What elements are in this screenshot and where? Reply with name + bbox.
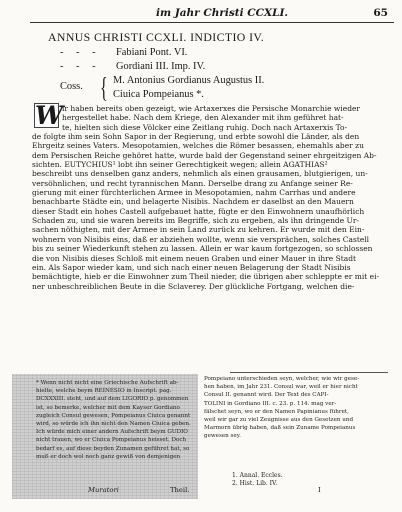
year-heading: ANNUS CHRISTI CCXLI. INDICTIO IV. <box>48 30 265 44</box>
fasti-line-emperor <box>60 61 205 72</box>
right-footnote <box>204 375 396 441</box>
body-line: te, hielten sich diese Völcker eine Zeitlang ruhig. Doch nach Artaxerxis To- <box>62 122 348 132</box>
body-line: de folgte ihm sein Sohn Sapor in der Regierung, und erbte sowohl die Länder, als den <box>32 132 360 142</box>
decorated-initial: W <box>35 101 64 130</box>
signature-author: Muratori <box>88 486 119 494</box>
main-body-text <box>32 101 395 291</box>
body-line: ner unbeschreiblichen Beute in die Sclaverey. Der glückliche Fortgang, welchen die- <box>32 281 355 291</box>
body-line: dem Persischen Reiche gehöret hatte, wurde bald der Gegenstand seiner ehrgeitzigen Ab- <box>32 150 377 160</box>
body-line: benachbarte Städte ein, und belagerte Nisibis. Nachdem er daselbst an den Mauern <box>32 197 354 207</box>
footnote-line: hen haben, im Jahr 231. Consul war, weil er hier nicht <box>204 384 358 391</box>
footnote-line: wird, so würde ich ihn nicht den Namen Ciuica geben. <box>36 421 191 428</box>
footnote-line: muß er doch wol noch ganz gewiß von demjenigen <box>36 453 181 460</box>
body-line: sichten. EUTYCHIUS¹ lobt ihn seiner Gerechtigkeit wegen; allein AGATHIAS² <box>32 160 328 170</box>
footnote-line: * Wenn nicht nicht eine Griechische Aufschrift ab- <box>36 380 179 386</box>
footnote-line: Consul II. genannt wird. Der Text des CAPI- <box>204 392 329 399</box>
footnote-line: Pompeiano unterschieden seyn, welcher, wie wir gese- <box>204 376 360 382</box>
body-line: ein. Als Sapor wieder kam, und sich nach einer neuen Belagerung der Stadt Nisibis <box>32 262 351 272</box>
footnote-line: ist, so bemerke, welcher mit dem Kayser Gordiano <box>36 404 180 411</box>
footnote-line: DCXXXIII. steht, und auf dem LIGORIO p. genommen <box>36 396 189 403</box>
body-line: Ehrgeitz seines Vaters. Mesopotamien, welches die Römer besassen, ehemahls aber zu <box>32 141 364 151</box>
page-number: 65 <box>373 7 388 19</box>
scanned-footnote-panel <box>12 374 198 499</box>
fasti-text: Gordiani III. Imp. IV. <box>116 61 206 72</box>
footnote-rule <box>230 372 388 373</box>
consul-1: M. Antonius Gordianus Augustus II. <box>113 75 265 86</box>
catchword: I <box>318 486 321 494</box>
references <box>232 472 283 489</box>
fasti-dash: - - - <box>60 47 101 58</box>
body-line: die von Nisibis dieses Schloß mit einem neuen Graben und einer Mauer in ihre Stadt <box>32 253 357 263</box>
fasti-line-pope <box>60 47 187 58</box>
body-line: hergestellet habe. Nach dem Kriege, den Alexander mit ihm geführet hat- <box>62 113 344 123</box>
body-line: bemächtigte, hieb er die Einwohner zum Theil nieder, die übrigen aber schleppte er mit ei- <box>32 272 380 282</box>
footnote-line: Marmorn übrig haben, daß sein Zuname Pompeianus <box>204 425 356 432</box>
consul-2: Ciuica Pompeianus *. <box>113 89 204 100</box>
body-line: versöhnlichen, und recht tyrannischen Mann. Derselbe drang zu Anfange seiner Re- <box>32 178 353 188</box>
fasti-text: Fabiani Pont. VI. <box>116 47 188 58</box>
body-line: Schaden zu, und sie waren bereits im Begriffe, sich zu ergeben, als ihn dringende Ur- <box>32 216 359 226</box>
footnote-line: nicht trauen, wo er Ciuica Pompeianus heisset. Doch <box>36 437 187 444</box>
footnote-line: zugleich Consul gewesen, Pompeianus Ciuica genannt <box>36 412 191 419</box>
body-line: gierung mit einer fürchterlichen Armee in Mesopotamien, nahm Carrhas und andere <box>32 188 356 198</box>
footnote-line: Ich würde mich einer andern Aufschrift beym GUDIO <box>36 429 188 436</box>
footnote-line: weil wir gar zu viel Zeugnisse aus den Gesetzen und <box>204 417 354 424</box>
body-line: ir haben bereits oben gezeigt, wie Artaxerxes die Persische Monarchie wieder <box>62 104 361 113</box>
running-head <box>36 7 390 23</box>
running-head-title: im Jahr Christi CCXLI. <box>156 7 289 19</box>
header-rule <box>30 22 394 23</box>
consuls-label: Coss. <box>60 81 83 92</box>
footnote-line: hielte, welche beym REINESIO in Inscript. pag. <box>36 388 172 395</box>
body-line: wohnern von Nisibis eins, daß er abziehen wollte, wenn sie versprächen, solches Castell <box>32 234 370 244</box>
consuls-brace: { <box>100 72 108 104</box>
fasti-dash: - - - <box>60 61 101 72</box>
signature-part: Theil. <box>170 486 190 494</box>
footnote-line: fälschet seyn, wo er den Namen Papinianus führet, <box>204 408 349 415</box>
body-line: dieser Stadt ein hohes Castell aufgebauet hatte, fügte er den Einwohnern unaufhörlich <box>32 206 365 216</box>
body-line: sachen nöthigten, mit der Armee in sein Land zurück zu kehren. Er wurde mit den Ein- <box>32 225 365 235</box>
footnote-line: bedarf es, auf diese beyden Zunamen geführet hat, so <box>36 445 190 452</box>
footnote-line: TOLINI in Gordiano III. c. 23. p. 114. mag ver- <box>204 400 337 407</box>
footnote-line: gewesen sey. <box>204 433 241 440</box>
body-line: bis zu seiner Wiederkunft stehen zu lassen. Allein er war kaum fortgezogen, so schlossen <box>32 244 373 254</box>
reference-item: 2. Hist. Lib. IV. <box>232 480 278 488</box>
body-line: beschreibt uns denselben ganz anders, nehmlich als einen grausamen, blutgierigen, un- <box>32 169 368 179</box>
reference-item: 1. Annal. Eccles. <box>232 472 283 479</box>
left-footnote <box>36 379 196 461</box>
